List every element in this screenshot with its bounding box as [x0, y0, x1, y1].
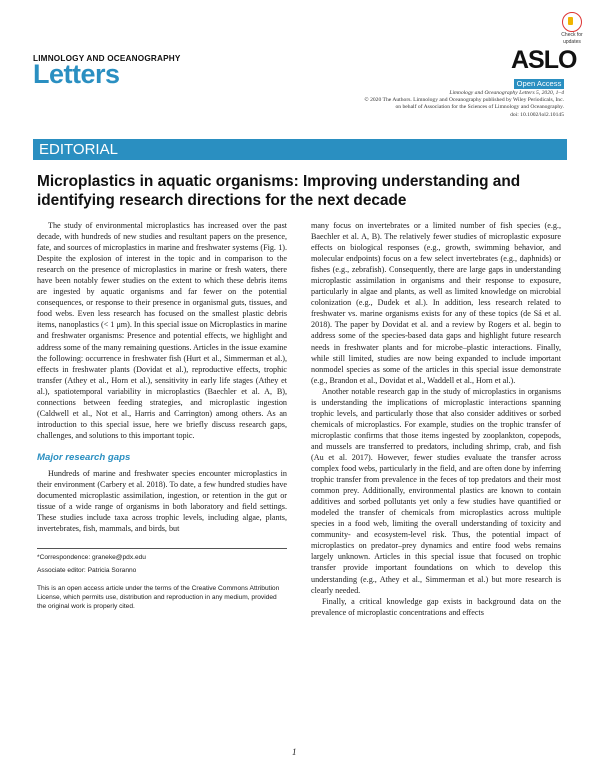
- meta-citation: Limnology and Oceanography Letters 5, 2020, 1–4: [449, 90, 564, 96]
- section-label: EDITORIAL: [33, 139, 567, 160]
- check-for-updates-line-1: Check for: [561, 32, 583, 38]
- page-number: 1: [292, 747, 297, 757]
- open-access-badge: Open Access: [514, 79, 564, 89]
- article-meta: [244, 90, 564, 119]
- check-for-updates-badge[interactable]: [559, 12, 585, 46]
- continued-paragraph: many focus on invertebrates or a limited number of fish species (e.g., Baechler et al. A, B). The relatively fewer studies of microplastic exposure effects on biological responses (e.g., growth, swimming behavior, and molecular endpoints) focus on a few select invertebrates (e.g., daphnids) or fishes (e.g., zebrafish). Consequently, there are large gaps in understanding microplastic assimilation in organisms and their response to exposure, particularly in algae and plants, as well as limited knowledge on microbial colonization (e.g., Dudek et al.). In addition, less research related to freshwater vs. marine organisms exists for any of these topics (de Sá et al. 2018). The paper by Dovidat et al. and a review by Rogers et al. begin to address some of the species-based data gaps and highlight future research needs in freshwater plants and for microbe–plastic interactions. Finally, while still limited, studies are now being expanded to include important nonmodel species as some of the articles in this special issue demonstrate (e.g., Brandon et al., Dovidat et al., Waddell et al., Horn et al.).: [311, 221, 561, 385]
- meta-doi: doi: 10.1002/lol2.10145: [510, 111, 564, 118]
- check-for-updates-line-2: updates: [563, 38, 581, 45]
- associate-editor-note: Associate editor: Patricia Soranno: [37, 567, 137, 575]
- aslo-logo: ASLO: [511, 46, 577, 74]
- right-column: [311, 220, 561, 618]
- journal-name-main: Letters: [33, 59, 120, 89]
- intro-paragraph: The study of environmental microplastics has increased over the past decade, with hundreds of new studies and resultant papers on the presence, fate, and sources of microplastics in marine and freshwater systems (Fig. 1). Despite the explosion of interest in the topic and in comparison to the research on the presence of microplastics in marine or fresh waters, there have been notably fewer studies on the extent to which these debris items are ingested by aquatic organisms and far fewer on the potential consequences, or response to their presence in organismal guts, tissues, and food webs. Even less research has focused on the smallest plastic debris items, nanoplastics (< 1 μm). In this special issue on Microplastics in marine and freshwater organisms: Presence and potential effects, we highlight and address some of the many remaining questions. Articles in the issue examine the following: occurrence in freshwater fish (Hurt et al., Simmerman et al.), effects in freshwater plants (Dovidat et al.), reproductive effects, trophic transfer (Athey et al., Horn et al.), sensitivity in early life stages (Athey et al.), spatiotemporal variability in microplastics (Baechler et al. A, B), connections between feeding strategies, and microplastic ingestion (Caldwell et al., Not et al., Harris and Carrington) among others. As an introduction to this special issue, here we briefly discuss research gaps, challenges, and solutions to this important topic.: [37, 221, 287, 440]
- meta-association: on behalf of Association for the Sciences of Limnology and Oceanography.: [395, 104, 564, 111]
- left-column: [37, 220, 287, 611]
- trophic-paragraph: Another notable research gap in the study of microplastics in organisms is understanding the implications of microplastic interactions spanning trophic levels, and particularly those that also consider additives or sorbed chemicals of microplastics. For example, studies on the trophic transfer of microplastic confirms that those items ingested by zooplankton, copepods, and mussels are transferred to predators, including shrimp, crab, and fish (Au et al. 2017). However, fewer studies evaluate the transfer across complex food webs, particularly in the field, and are often done by inferring trophic transfer from prevalence in the feces of top predators and their most common prey. Additionally, environmental plastics are known to contain additives and sorbed pollutants yet only a few studies have quantified or modeled the transfer of chemicals from microplastics across multiple species in a food web, limiting the overall understanding of toxicity and community- and ecosystem-level risk. Thus, the potential impact of microplastics on predator–prey dynamics and entire food webs remains largely unknown. Articles in this special issue that focused on trophic transfer provide important foundations on which to develop this understanding (e.g., Athey et al., Simmerman et al.) but more research is clearly needed.: [311, 386, 561, 595]
- license-note: This is an open access article under the terms of the Creative Commons Attribution License, which permits use, distribution and reproduction in any medium, provided the original work is properly cited.: [37, 585, 280, 611]
- research-gaps-paragraph: Hundreds of marine and freshwater species encounter microplastics in their environment (Carbery et al. 2018). To date, a few hundred studies have documented microplastic assimilation, ingestion, or retention in the gut or tissue of a wide range of organisms in both laboratory and field settings. These studies include taxa across trophic levels, including algae, plants, invertebrates, fish, mammals, and birds, but: [37, 468, 287, 534]
- article-title: Microplastics in aquatic organisms: Improving understanding and identifying research directions for the next decade: [37, 173, 521, 209]
- bookmark-icon: [562, 12, 582, 32]
- journal-name-top: LIMNOLOGY AND OCEANOGRAPHY: [33, 54, 181, 63]
- footnote-divider: [37, 548, 287, 549]
- final-paragraph: Finally, a critical knowledge gap exists in background data on the prevalence of microplastic concentrations and effects: [311, 596, 561, 617]
- correspondence-note: *Correspondence: graneke@pdx.edu: [37, 554, 146, 562]
- section-heading: Major research gaps: [37, 451, 131, 463]
- footnotes: [37, 553, 287, 611]
- meta-copyright: © 2020 The Authors. Limnology and Oceanography published by Wiley Periodicals, Inc.: [364, 97, 564, 104]
